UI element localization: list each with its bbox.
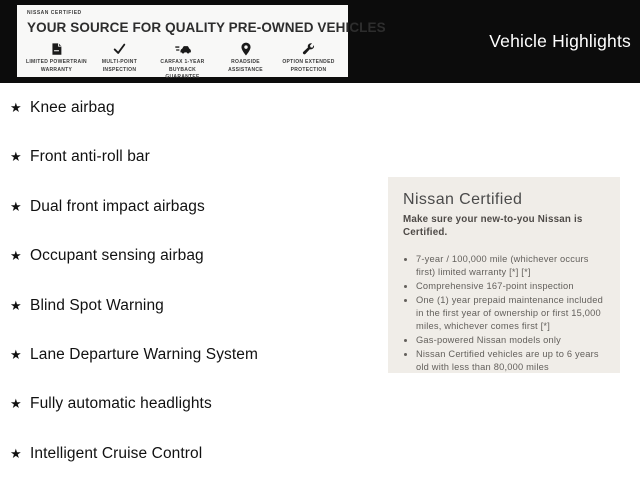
feature-text: Intelligent Cruise Control (30, 444, 203, 462)
wrench-icon (302, 42, 315, 56)
list-item (10, 98, 380, 147)
list-item (10, 246, 380, 295)
vehicle-highlights-list (10, 98, 380, 493)
certified-bullet: • 7-year / 100,000 mile (whichever occurs first) limited warranty [*] [*] (416, 253, 608, 279)
badge-top-label: NISSAN CERTIFIED (27, 10, 82, 16)
badge-feature-label: CARFAX 1-YEAR BUYBACK GUARANTEE (160, 59, 205, 80)
badge-title: YOUR SOURCE FOR QUALITY PRE-OWNED VEHICLES (27, 20, 386, 35)
star-icon: ★ (10, 100, 22, 115)
feature-text: Fully automatic headlights (30, 395, 212, 413)
badge-feature-row (23, 42, 342, 82)
certificate-icon (50, 42, 63, 56)
checkmark-icon (112, 42, 127, 56)
badge-feature-roadside (214, 42, 277, 82)
list-item (10, 444, 380, 493)
star-icon: ★ (10, 149, 22, 165)
nissan-certified-card (388, 177, 620, 373)
list-item (10, 296, 380, 345)
feature-text: Occupant sensing airbag (30, 247, 204, 265)
badge-feature-warranty (25, 42, 88, 82)
badge-feature-inspection (88, 42, 151, 82)
certified-card-bullet-list (403, 253, 608, 374)
star-icon: ★ (10, 198, 22, 214)
list-item (10, 147, 380, 196)
feature-text: Dual front impact airbags (30, 197, 205, 215)
badge-feature-label: OPTION EXTENDED PROTECTION (282, 59, 335, 73)
list-item (10, 345, 380, 394)
badge-feature-buyback (151, 42, 214, 82)
badge-feature-label: LIMITED POWERTRAIN WARRANTY (26, 59, 87, 73)
certified-bullet: • Gas-powered Nissan models only (416, 334, 608, 347)
badge-feature-label: MULTI-POINT INSPECTION (101, 59, 138, 73)
star-icon: ★ (10, 297, 22, 313)
badge-feature-protection (277, 42, 340, 82)
feature-text: Lane Departure Warning System (30, 345, 259, 363)
certified-badge-card (17, 5, 386, 80)
star-icon: ★ (10, 445, 22, 461)
star-icon: ★ (10, 346, 22, 362)
certified-bullet: • Nissan Certified vehicles are up to 6 years old with less than 80,000 miles (416, 348, 608, 374)
list-item (10, 394, 380, 443)
car-buyback-icon (175, 42, 191, 56)
certified-card-subtitle: Make sure your new-to-you Nissan is Certified. (403, 214, 583, 239)
page-title: Vehicle Highlights (489, 31, 631, 51)
location-pin-icon (240, 42, 252, 56)
certified-bullet: • One (1) year prepaid maintenance included in the first year of ownership or first 15,000 miles, whichever comes first [*] (416, 294, 608, 333)
list-item (10, 197, 380, 246)
star-icon: ★ (10, 248, 22, 264)
feature-text: Blind Spot Warning (30, 296, 164, 314)
certified-card-title: Nissan Certified (403, 191, 523, 208)
top-header-bar (0, 0, 640, 83)
star-icon: ★ (10, 396, 22, 412)
feature-text: Knee airbag (30, 99, 115, 116)
badge-feature-label: ROADSIDE ASSISTANCE (228, 59, 263, 73)
certified-bullet: • Comprehensive 167-point inspection (416, 280, 608, 293)
feature-text: Front anti-roll bar (30, 148, 150, 166)
